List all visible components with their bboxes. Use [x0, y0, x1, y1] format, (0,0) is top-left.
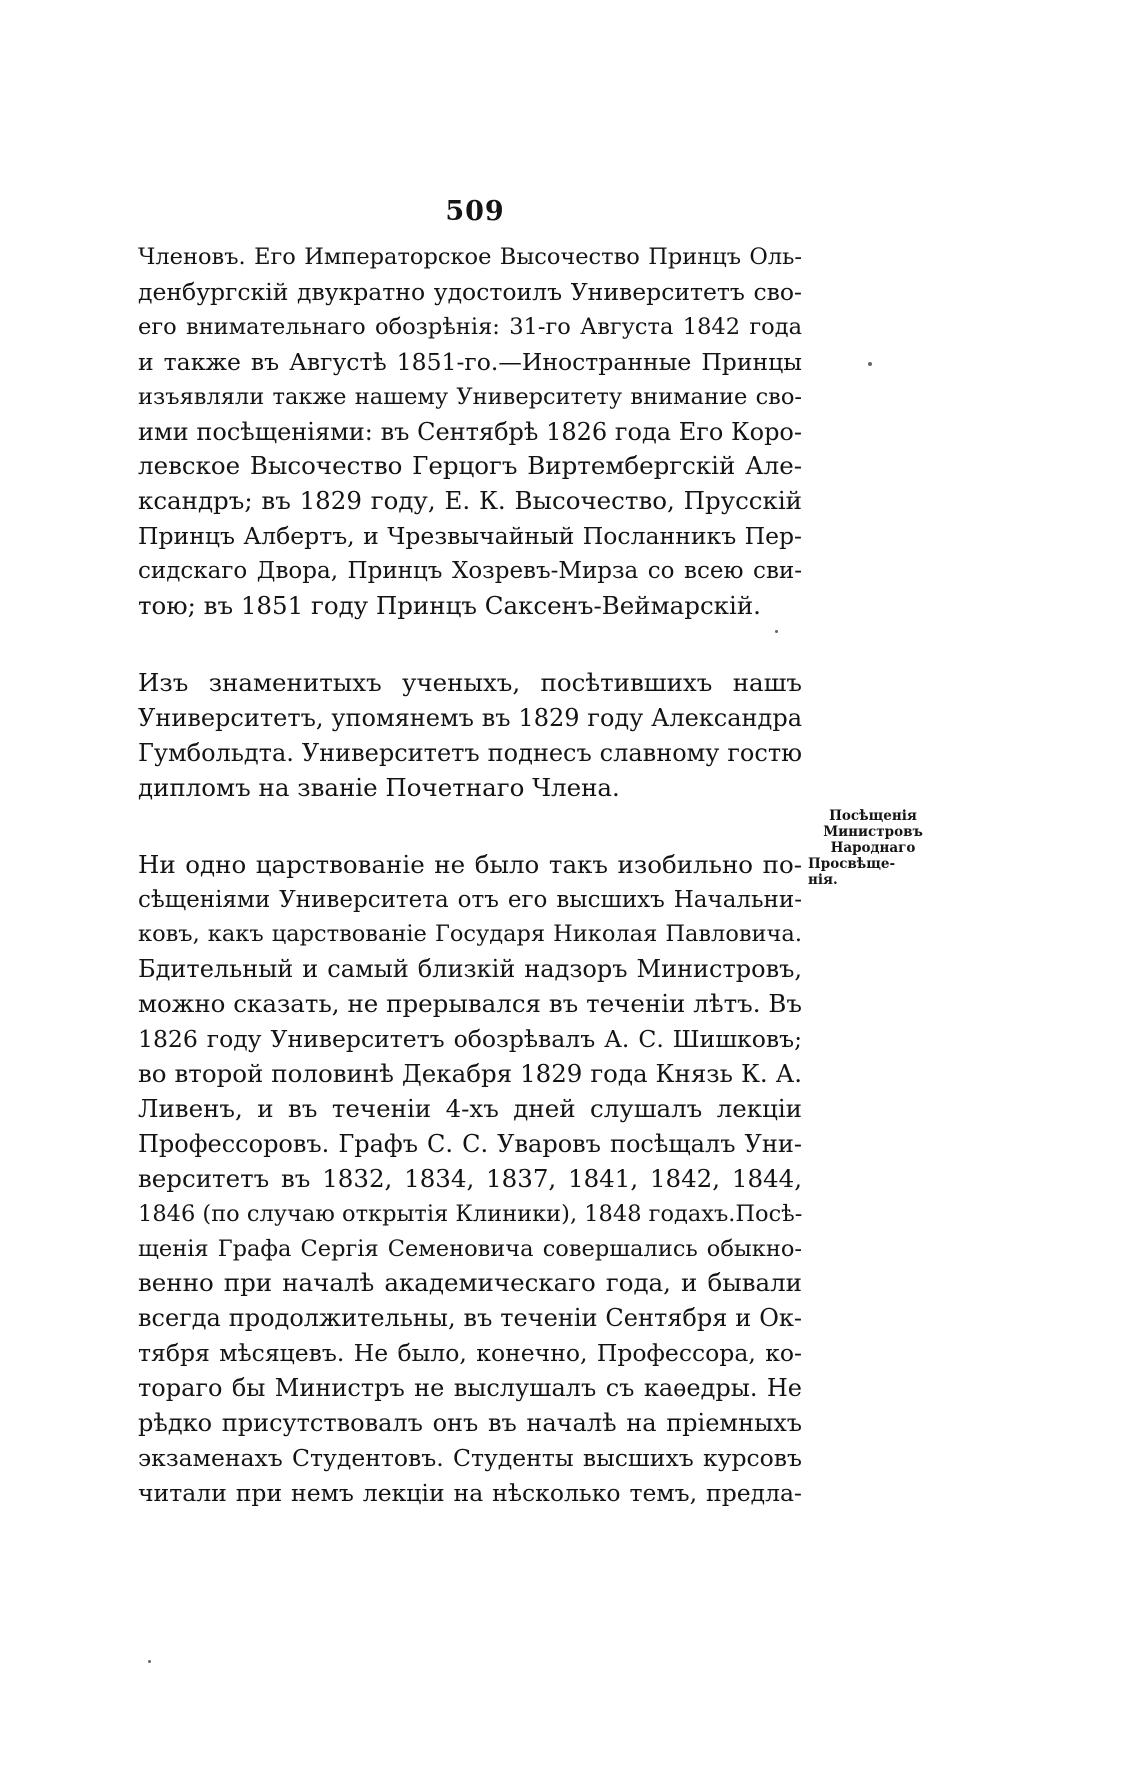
paragraph-royal-visits [138, 240, 802, 624]
text-line: тораго бы Министръ не выслушалъ съ каѳедры. Не [138, 1374, 802, 1403]
text-line: венно при началѣ академическаго года, и бывали [138, 1268, 802, 1298]
text-line: ксандръ; въ 1829 году, Е. К. Высочество, Прусскій [138, 486, 802, 516]
text-line: верситетъ въ 1832, 1834, 1837, 1841, 1842, 1844, [138, 1163, 802, 1193]
text-line: 1826 году Университетъ обозрѣвалъ А. С. Шишковъ; [138, 1025, 802, 1054]
text-line: можно сказать, не прерывался въ теченіи лѣтъ. Въ [138, 989, 802, 1019]
paragraph-scholars [138, 666, 802, 806]
text-line: денбургскій двукратно удостоилъ Университетъ сво- [138, 277, 802, 306]
text-line: сѣщеніями Университета отъ его высшихъ Начальни- [138, 886, 802, 913]
body-text [138, 240, 802, 1511]
text-line: ими посѣщеніями: въ Сентябрѣ 1826 года Его Коро- [138, 417, 802, 446]
text-line: щенія Графа Сергія Семеновича совершались обыкно- [138, 1235, 802, 1262]
margin-note-line: Министровъ [823, 824, 923, 840]
margin-note-line: Просвѣще- [808, 856, 896, 872]
text-line: тою; въ 1851 году Принцъ Саксенъ-Веймарскій. [138, 591, 761, 621]
text-line: всегда продолжительны, въ теченіи Сентября и Ок- [138, 1304, 802, 1333]
text-line: Бдительный и самый близкій надзоръ Министровъ, [138, 955, 802, 984]
margin-note [808, 808, 938, 888]
text-line: Изъ знаменитыхъ ученыхъ, посѣтившихъ нашъ [138, 667, 802, 697]
text-line: Университетъ, упомянемъ въ 1829 году Александра [138, 703, 802, 732]
text-line: дипломъ на званіе Почетнаго Члена. [138, 772, 620, 802]
margin-note-line: Посѣщенія [829, 808, 917, 824]
text-line: Гумбольдта. Университетъ поднесъ славному гостю [138, 738, 802, 767]
margin-note-line: Народнаго [830, 840, 916, 856]
paragraph-ministers [138, 848, 802, 1511]
text-line: тября мѣсяцевъ. Не было, конечно, Профессора, ко- [138, 1339, 802, 1368]
text-line: Ни одно царствованіе не было такъ изобильно по- [138, 849, 802, 879]
text-line: Профессоровъ. Графъ С. С. Уваровъ посѣщалъ Уни- [138, 1129, 802, 1158]
text-line: левское Высочество Герцогъ Виртембергскій Але- [138, 451, 802, 481]
text-line: и также въ Августѣ 1851-го.—Иностранные Принцы [138, 347, 802, 376]
text-line: изъявляли также нашему Университету внимание свo- [138, 383, 802, 410]
scan-speck [868, 362, 872, 366]
text-line: во второй половинѣ Декабря 1829 года Князь К. А. [138, 1059, 802, 1089]
margin-note-line: нія. [808, 872, 838, 888]
text-line: экзаменахъ Студентовъ. Студенты высшихъ курсовъ [138, 1444, 802, 1472]
text-line: Членовъ. Его Императорское Высочество Принцъ Оль- [138, 244, 802, 270]
scan-speck [775, 630, 778, 633]
text-line: Ливенъ, и въ теченіи 4-хъ дней слушалъ лекціи [138, 1093, 802, 1123]
text-line: 1846 (по случаю открытія Клиники), 1848 годахъ.Посѣ- [138, 1200, 803, 1227]
page-number: 509 [445, 196, 505, 227]
text-line: сидскаго Двора, Принцъ Хозревъ-Мирза со всею сви- [138, 558, 802, 585]
text-line: Принцъ Албертъ, и Чрезвычайный Посланникъ Пер- [138, 522, 802, 551]
text-line: ковъ, какъ царствованіе Государя Николая Павловича. [138, 921, 802, 948]
text-line: его внимательнаго обозрѣнія: 31-го Августа 1842 года [138, 313, 802, 340]
text-line: рѣдко присутствовалъ онъ въ началѣ на пріемныхъ [138, 1409, 802, 1438]
text-line: читали при немъ лекціи на нѣсколько темъ, предла- [138, 1478, 802, 1507]
scan-speck [148, 1660, 151, 1663]
